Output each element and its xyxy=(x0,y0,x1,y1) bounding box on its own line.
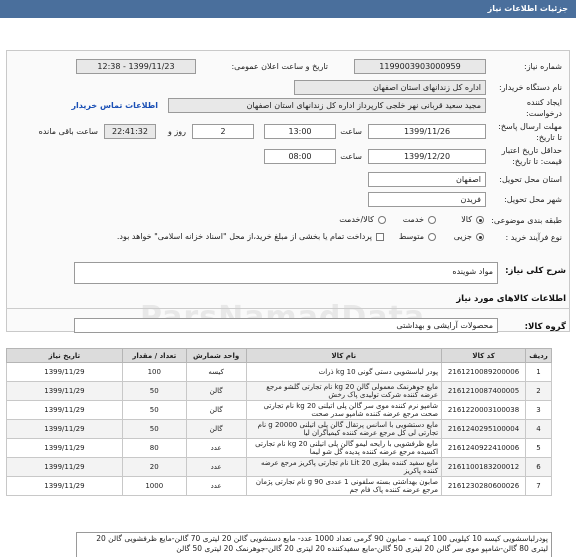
process-radio-minor[interactable] xyxy=(476,233,484,241)
cell-code: 2161230280600026 xyxy=(442,477,526,496)
cell-date: 1399/11/29 xyxy=(7,363,123,382)
contact-info-link[interactable]: اطلاعات تماس خریدار xyxy=(71,101,158,110)
cell-date: 1399/11/29 xyxy=(7,382,123,401)
creator-label: ایجاد کننده xyxy=(526,98,562,107)
table-row xyxy=(7,363,552,382)
table-row xyxy=(7,458,552,477)
cell-date: 1399/11/29 xyxy=(7,458,123,477)
table-header-row xyxy=(7,349,552,363)
cell-qty: 50 xyxy=(122,401,186,420)
need-number-field: 1199003903000959 xyxy=(354,59,486,74)
cell-name: مایع سفید کننده بطری Lit 20 نام تجارتی پاکریز مرجع عرضه کننده پاکریز xyxy=(246,458,441,477)
table-row xyxy=(7,401,552,420)
cell-unit: کیسه xyxy=(186,363,246,382)
city-field: فریدن xyxy=(368,192,486,207)
deadline-date-field[interactable]: 1399/11/26 xyxy=(368,124,486,139)
cell-row-no: 6 xyxy=(526,458,552,477)
col-header-unit: واحد شمارش xyxy=(186,349,246,363)
process-option-medium: متوسط xyxy=(398,232,424,241)
cell-code: 2161240295100004 xyxy=(442,420,526,439)
time-remaining-label: ساعت باقی مانده xyxy=(38,127,98,136)
day-and-label: روز و xyxy=(168,127,186,136)
cell-row-no: 1 xyxy=(526,363,552,382)
cell-qty: 1000 xyxy=(122,477,186,496)
cell-date: 1399/11/29 xyxy=(7,477,123,496)
cell-unit: عدد xyxy=(186,458,246,477)
goods-table xyxy=(6,348,552,496)
deadline-time-field[interactable]: 13:00 xyxy=(264,124,336,139)
col-header-name: نام کالا xyxy=(246,349,441,363)
time-remaining-field: 22:41:32 xyxy=(104,124,156,139)
col-header-date: تاریخ نیاز xyxy=(7,349,123,363)
cell-unit: عدد xyxy=(186,477,246,496)
buyer-label: نام دستگاه خریدار: xyxy=(499,83,562,92)
validity-time-field[interactable]: 08:00 xyxy=(264,149,336,164)
days-remaining-field: 2 xyxy=(192,124,254,139)
process-label: نوع فرآیند خرید : xyxy=(505,233,562,242)
deadline-time-label: ساعت xyxy=(340,127,362,136)
category-label: طبقه بندی موضوعی: xyxy=(491,216,562,225)
treasury-payment-checkbox[interactable] xyxy=(376,233,384,241)
need-number-label: شماره نیاز: xyxy=(524,62,562,71)
goods-group-label: گروه کالا: xyxy=(524,322,566,332)
category-option-goods: کالا xyxy=(461,215,472,224)
deadline-label-2: تا تاریخ: xyxy=(536,133,562,142)
validity-date-field[interactable]: 1399/12/20 xyxy=(368,149,486,164)
province-label: استان محل تحویل: xyxy=(499,175,562,184)
cell-unit: گالن xyxy=(186,420,246,439)
cell-name: مایع جوهرنمک معمولی گالن 20 kg نام تجارتی گلشو مرجع عرضه کننده شرکت تولیدی پاک رخش xyxy=(246,382,441,401)
col-header-code: کد کالا xyxy=(442,349,526,363)
cell-qty: 50 xyxy=(122,420,186,439)
city-label: شهر محل تحویل: xyxy=(504,195,562,204)
cell-name: پودر لباسشویی دستی گونی 10 kg ذرات xyxy=(246,363,441,382)
table-row xyxy=(7,477,552,496)
cell-name: مایع دستشویی با اسانس پرتقال گالن پلی اتیلنی 20000 g نام تجارتی لی کل مرجع عرضه کننده کیمیاگران لیا xyxy=(246,420,441,439)
cell-qty: 20 xyxy=(122,458,186,477)
cell-unit: گالن xyxy=(186,382,246,401)
cell-code: 2161210089200006 xyxy=(442,363,526,382)
cell-row-no: 5 xyxy=(526,439,552,458)
process-radio-medium[interactable] xyxy=(428,233,436,241)
table-row xyxy=(7,382,552,401)
cell-name: شامپو نرم کننده موی سر گالن پلی اتیلنی 20 kg نام تجارتی صحت مرجع عرضه کننده شامپو سدر صحت xyxy=(246,401,441,420)
creator-field: مجید سعید قربانی نهر خلجی کارپرداز اداره کل زندانهای استان اصفهان xyxy=(168,98,486,113)
table-row xyxy=(7,439,552,458)
cell-name: مایع ظرفشویی با رایحه لیمو گالن پلی اتیلنی 20 kg نام تجارتی اکسیده مرجع عرضه کننده پدیده گل شو لیما xyxy=(246,439,441,458)
cell-qty: 50 xyxy=(122,382,186,401)
goods-group-field: محصولات آرایشی و بهداشتی xyxy=(74,318,498,333)
col-header-qty: تعداد / مقدار xyxy=(122,349,186,363)
cell-code: 2161100183200012 xyxy=(442,458,526,477)
cell-date: 1399/11/29 xyxy=(7,401,123,420)
announce-field: 1399/11/23 - 12:38 xyxy=(76,59,196,74)
deadline-label: مهلت ارسال پاسخ: xyxy=(498,122,562,131)
buyer-description: پودرلباسشویی کیسه 10 کیلویی 100 کیسه - صابون 90 گرمی تعداد 1000 عدد- مایع دستشویی گالن 20 لیتری 70 گالن-مایع ظرفشویی گالن 20 لیتری 80 گالن-شامپو موی سر گالن 20 لیتری 50 گالن-مایع سفیدکننده 20 لیتری 20 گالن-جوهرنمک 20 لیتری 50 گالن xyxy=(76,532,552,557)
validity-time-label: ساعت xyxy=(340,152,362,161)
cell-unit: گالن xyxy=(186,401,246,420)
creator-label-2: درخواست: xyxy=(526,109,562,118)
category-option-service: خدمت xyxy=(402,215,424,224)
cell-qty: 80 xyxy=(122,439,186,458)
announce-label: تاریخ و ساعت اعلان عمومی: xyxy=(231,62,328,71)
validity-label: حداقل تاریخ اعتبار xyxy=(501,146,562,155)
cell-qty: 100 xyxy=(122,363,186,382)
treasury-payment-note: پرداخت تمام یا بخشی از مبلغ خرید،از محل "اسناد خزانه اسلامی" خواهد بود. xyxy=(116,232,372,241)
category-radio-goods[interactable] xyxy=(476,216,484,224)
cell-name: صابون بهداشتی بسته سلفونی 1 عددی 90 g نام تجارتی پژمان مرجع عرضه کننده پاک فام جم xyxy=(246,477,441,496)
cell-code: 2161210087400005 xyxy=(442,382,526,401)
col-header-row-no: ردیف xyxy=(526,349,552,363)
cell-row-no: 2 xyxy=(526,382,552,401)
cell-row-no: 4 xyxy=(526,420,552,439)
category-option-both: کالا/خدمت xyxy=(339,215,374,224)
process-option-minor: جزیی xyxy=(453,232,472,241)
header-bar xyxy=(0,0,576,18)
cell-unit: عدد xyxy=(186,439,246,458)
cell-code: 2161220003100038 xyxy=(442,401,526,420)
province-field: اصفهان xyxy=(368,172,486,187)
page-title: جزئیات اطلاعات نیاز xyxy=(487,4,568,13)
cell-date: 1399/11/29 xyxy=(7,420,123,439)
summary-field: مواد شوینده xyxy=(74,262,498,284)
buyer-field: اداره کل زندانهای استان اصفهان xyxy=(294,80,486,95)
category-radio-service[interactable] xyxy=(428,216,436,224)
category-radio-both[interactable] xyxy=(378,216,386,224)
cell-row-no: 7 xyxy=(526,477,552,496)
table-row xyxy=(7,420,552,439)
validity-label-2: قیمت: تا تاریخ: xyxy=(512,157,562,166)
cell-row-no: 3 xyxy=(526,401,552,420)
goods-divider xyxy=(6,308,570,309)
cell-code: 2161240922410006 xyxy=(442,439,526,458)
summary-label: شرح کلی نیاز: xyxy=(505,266,566,276)
cell-date: 1399/11/29 xyxy=(7,439,123,458)
goods-heading: اطلاعات کالاهای مورد نیاز xyxy=(456,294,566,304)
